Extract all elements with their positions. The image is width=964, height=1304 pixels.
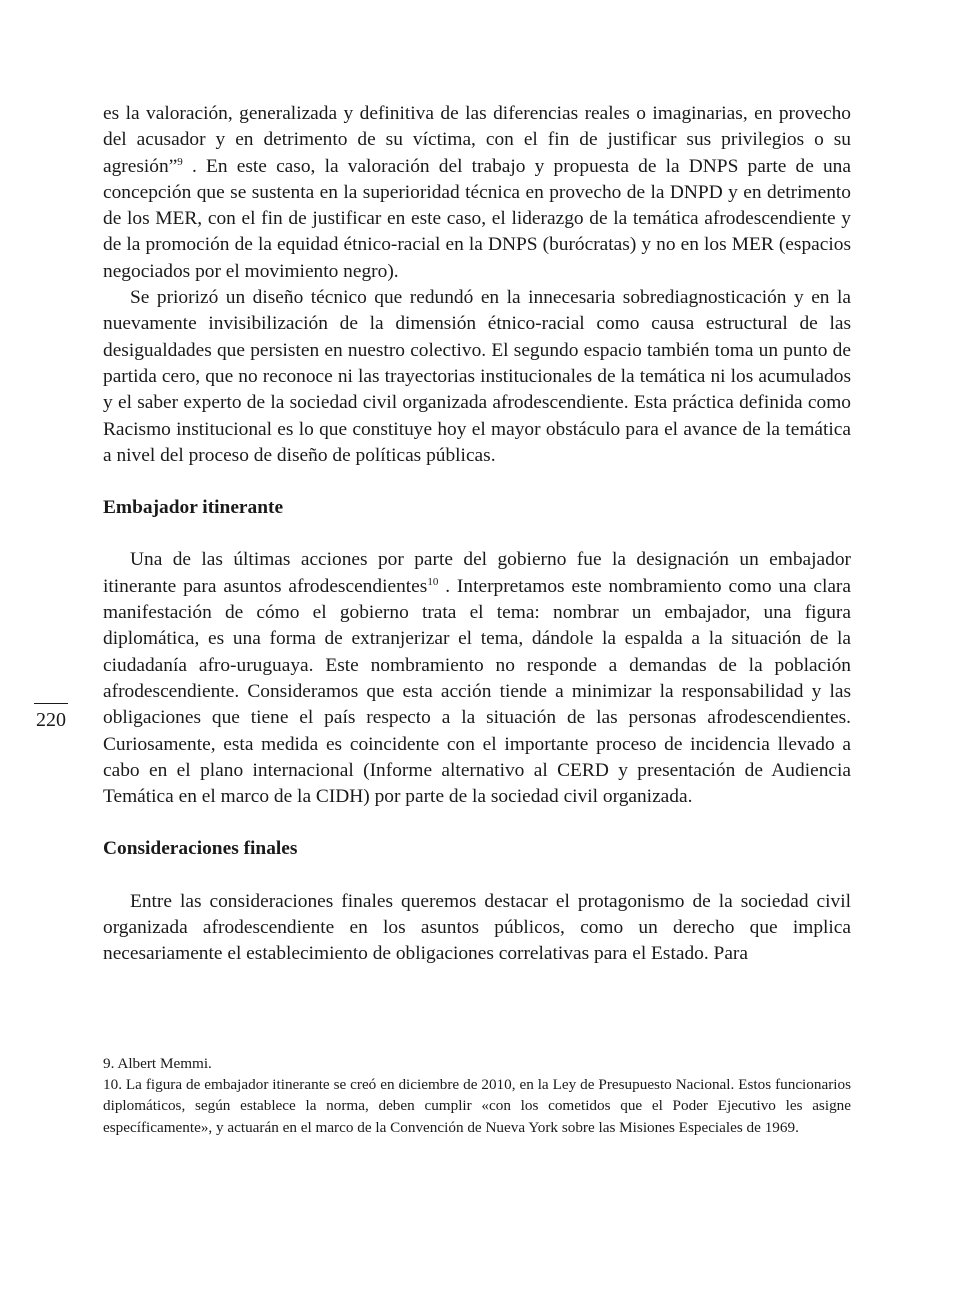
page-number-label: 220 — [36, 709, 66, 731]
page-number-rule — [34, 703, 68, 704]
section-heading-consideraciones: Consideraciones finales — [103, 838, 298, 860]
main-text — [103, 101, 851, 968]
paragraph-3-text-b: . Interpretamos este nombramiento como una clara manifestación de cómo el gobierno trata el tema: nombrar un embajador, una figura diplomática, es una forma de extranjerizar el tema, dándole la espalda a la situación de la ciudadanía afro-uruguaya. Este nombramiento no responde a demandas de la población afrodescendiente. Consideramos que esta acción tiende a minimizar la responsabilidad y las obligaciones que tiene el país respecto a la situación de las personas afrodescendientes. Curiosamente, esta medida es coincidente con el importante proceso de incidencia llevado a cabo en el plano internacional (Informe alternativo al CERD y presentación de Audiencia Temática en el marco de la CIDH) por parte de la sociedad civil organizada. — [103, 575, 851, 808]
paragraph-3-text-a: Una de las últimas acciones por parte del gobierno fue la designación un embajador itinerante para asuntos afrodescendientes — [103, 549, 851, 597]
footnote-9: 9. Albert Memmi. — [103, 1055, 212, 1072]
footnotes — [103, 1053, 851, 1138]
paragraph-1-text-a: es la valoración, generalizada y definitiva de las diferencias reales o imaginarias, en provecho del acusador y en detrimento de su víctima, con el fin de justificar sus privilegios o su agresión” — [103, 103, 851, 177]
paragraph-4: Entre las consideraciones finales queremos destacar el protagonismo de la sociedad civil organizada afrodescendiente en los asuntos públicos, como un derecho que implica necesariamente el establecimiento de obligaciones correlativas para el Estado. Para — [103, 890, 851, 965]
paragraph-2: Se priorizó un diseño técnico que redundó en la innecesaria sobrediagnosticación y en la nuevamente invisibilización de la dimensión étnico-racial como causa estructural de las desigualdades que persisten en nuestro colectivo. El segundo espacio también toma un punto de partida cero, que no reconoce ni las trayectorias institucionales de la temática ni los acumulados y el saber experto de la sociedad civil organizada afrodescendiente. Esta práctica definida como Racismo institucional es lo que constituye hoy el mayor obstáculo para el avance de la temática a nivel del proceso de diseño de políticas públicas. — [103, 287, 851, 466]
footnote-ref-9[interactable]: 9 — [177, 155, 183, 168]
section-heading-embajador: Embajador itinerante — [103, 497, 284, 519]
paragraph-3 — [103, 547, 851, 810]
footnote-10: 10. La figura de embajador itinerante se creó en diciembre de 2010, en la Ley de Presupuesto Nacional. Estos funcionarios diplomáticos, según establece la norma, deben cumplir «con los cometidos que el Poder Ejecutivo les asigne específicamente», y actuarán en el marco de la Convención de Nueva York sobre las Misiones Especiales de 1969. — [103, 1076, 851, 1136]
paragraph-1 — [103, 101, 851, 285]
page-number — [34, 703, 68, 732]
footnote-ref-10[interactable]: 10 — [427, 575, 439, 588]
paragraph-1-text-b: . En este caso, la valoración del trabajo y propuesta de la DNPS parte de una concepción que se sustenta en la superioridad técnica en provecho de la DNPD y en detrimento de los MER, con el fin de justificar en este caso, el liderazgo de la temática afrodescendiente y de la promoción de la equidad étnico-racial en la DNPS (burócratas) y no en los MER (espacios negociados por el movimiento negro). — [103, 155, 851, 282]
